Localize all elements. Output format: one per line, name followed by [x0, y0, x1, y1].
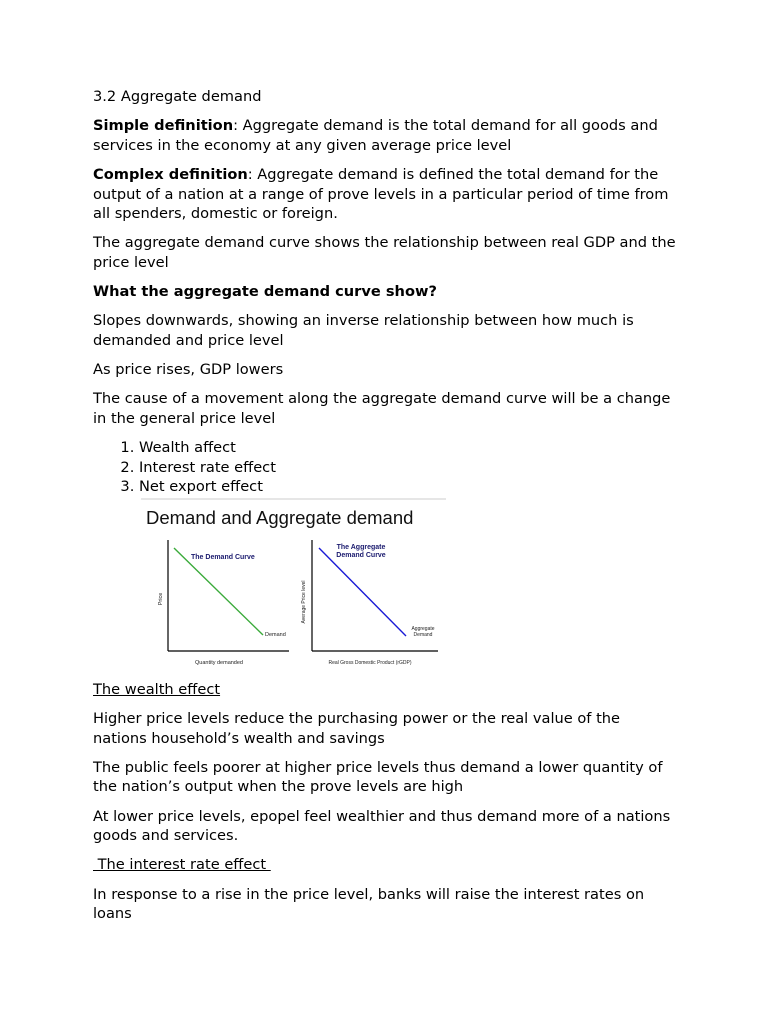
complex-definition-text: : Aggregate demand is defined the total demand for the output of a nation at a range of prove levels in a particular period of time from all spenders, domestic or foreign.: [93, 165, 669, 223]
wealth-paragraph-1: Higher price levels reduce the purchasing power or the real value of the nations household’s wealth and savings: [93, 710, 621, 747]
wealth-effect-heading: The wealth effect: [93, 680, 221, 698]
complex-definition-label: Complex definition: [93, 165, 248, 183]
price-rises-paragraph: As price rises, GDP lowers: [93, 361, 284, 379]
ad-curve-line: [319, 548, 406, 636]
simple-definition-text: : Aggregate demand is the total demand for all goods and services in the economy at any given average price level: [93, 117, 658, 154]
interest-rate-effect-heading-text: The interest rate effect: [93, 856, 271, 874]
simple-definition-label: Simple definition: [93, 117, 234, 135]
curve-paragraph: The aggregate demand curve shows the relationship between real GDP and the price level: [93, 234, 676, 271]
question-text: What the aggregate demand curve show?: [93, 283, 437, 301]
document-page: [93, 87, 678, 933]
ad-curve-title-line1: The Aggregate: [336, 543, 386, 551]
demand-curve-title: The Demand Curve: [191, 553, 255, 561]
question-heading: [93, 282, 678, 302]
effects-list: [93, 438, 678, 497]
interest-rate-effect-heading: [93, 855, 678, 875]
list-item: 2. Interest rate effect: [139, 458, 678, 478]
demand-figure: [141, 498, 446, 668]
right-x-label: Real Gross Domestic Product (rGDP): [328, 659, 412, 666]
figure-svg: [141, 498, 446, 668]
simple-definition: [93, 116, 678, 155]
complex-definition: [93, 165, 678, 224]
ad-curve-title-line2: Demand Curve: [336, 551, 386, 559]
list-item: 3. Net export effect: [139, 477, 678, 497]
left-x-label: Quantity demanded: [194, 659, 244, 666]
slopes-paragraph: Slopes downwards, showing an inverse relationship between how much is demanded and price level: [93, 312, 634, 349]
section-title: 3.2 Aggregate demand: [93, 88, 262, 105]
cause-paragraph: The cause of a movement along the aggregate demand curve will be a change in the general price level: [93, 390, 671, 427]
wealth-paragraph-3: At lower price levels, epopel feel wealthier and thus demand more of a nations goods and services.: [93, 807, 671, 845]
wealth-paragraph-2: The public feels poorer at higher price levels thus demand a lower quantity of the nation’s output when the prove levels are high: [93, 758, 663, 796]
demand-curve-label: Demand: [265, 631, 286, 638]
figure-title: Demand and Aggregate demand: [146, 506, 414, 528]
ad-curve-label-line1: Aggregate: [411, 625, 435, 632]
left-y-label: Price: [158, 592, 164, 606]
interest-paragraph-1: In response to a rise in the price level, banks will raise the interest rates on loans: [93, 885, 645, 923]
ad-curve-label-line2: Demand: [413, 631, 433, 638]
list-item: 1. Wealth affect: [139, 438, 678, 458]
right-y-label: Average Price level: [301, 580, 307, 624]
demand-curve-line: [174, 548, 263, 635]
